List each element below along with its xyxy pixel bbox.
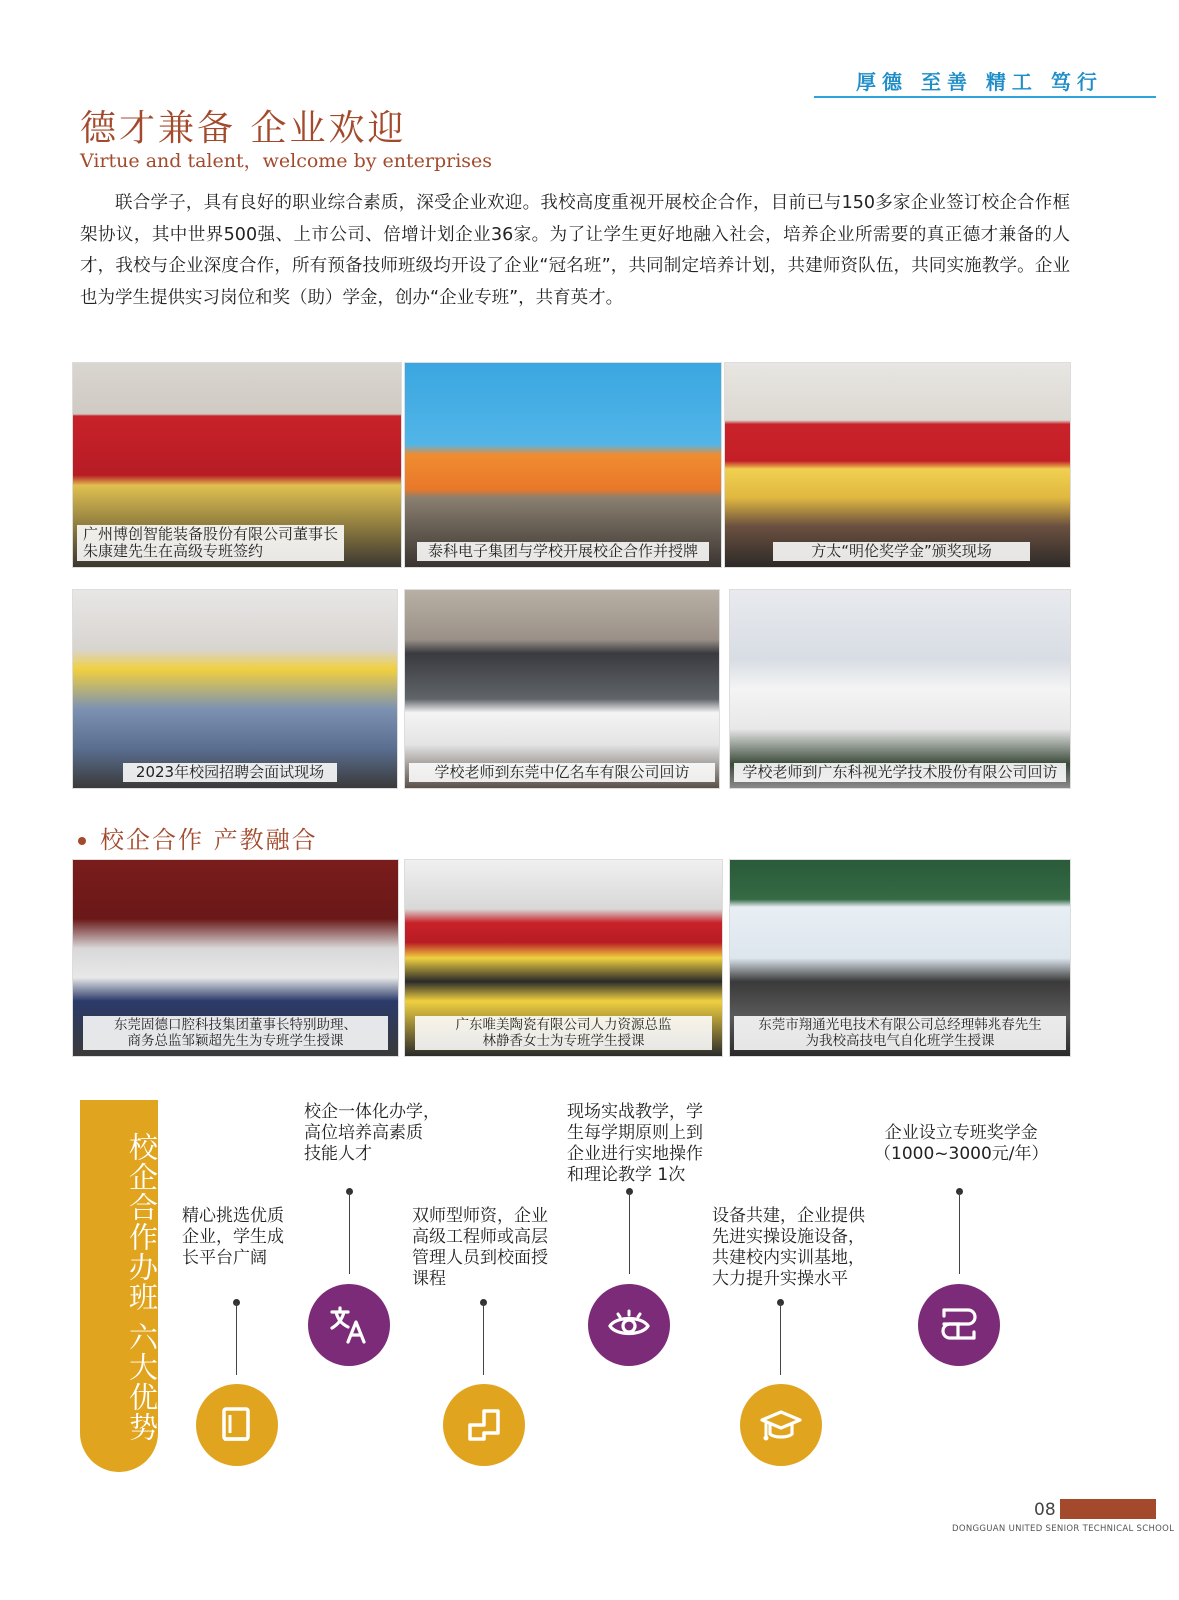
caption-line: 广州博创智能装备股份有限公司董事长 [83, 525, 339, 543]
text-line: 高位培养高素质 [304, 1123, 423, 1143]
connector-line [629, 1192, 630, 1274]
photo-lecture-ceramics [404, 859, 723, 1057]
advantage-5-text [712, 1206, 865, 1290]
page-number: 08 [1034, 1500, 1056, 1520]
advantage-6-badge [918, 1284, 1000, 1366]
caption-line: 东莞固德口腔科技集团董事长特别助理、 [114, 1017, 357, 1033]
text-line: 校企一体化办学， [304, 1102, 440, 1122]
photo-lecture-optoelectronics [729, 859, 1071, 1057]
page-number-bar [1060, 1499, 1156, 1519]
text-line: 长平台广阔 [182, 1248, 267, 1268]
text-line: 先进实操设施设备， [712, 1227, 865, 1247]
caption-line: 朱康建先生在高级专班签约 [83, 542, 264, 560]
advantage-2-text [304, 1102, 440, 1165]
caption-line: 广东唯美陶瓷有限公司人力资源总监 [455, 1017, 672, 1033]
photo-car-company [404, 589, 720, 789]
caption-line: 东莞市翔通光电技术有限公司总经理韩兆春先生 [758, 1017, 1042, 1033]
school-motto: 厚德 至善 精工 笃行 [856, 70, 1103, 94]
advantages-bar [80, 1100, 158, 1472]
translate-icon [326, 1302, 372, 1348]
connector-line [483, 1303, 484, 1375]
connector-line [236, 1303, 237, 1375]
puzzle-icon [462, 1403, 506, 1447]
school-name-en: DONGGUAN UNITED SENIOR TECHNICAL SCHOOL [952, 1524, 1175, 1534]
text-line: （1000~3000元/年） [874, 1144, 1049, 1164]
text-line: 技能人才 [304, 1144, 372, 1164]
text-line: 大力提升实操水平 [712, 1269, 848, 1289]
caption-line: 为我校高技电气自化班学生授课 [805, 1033, 995, 1049]
text-line: 设备共建，企业提供 [712, 1206, 865, 1226]
advantage-6-text [874, 1123, 1049, 1165]
advantage-4-text [567, 1102, 703, 1186]
text-line: 企业进行实地操作 [567, 1144, 703, 1164]
photo-optical-company [729, 589, 1071, 789]
caption-line: 泰科电子集团与学校开展校企合作并授牌 [427, 542, 698, 560]
advantage-2-badge [308, 1284, 390, 1366]
advantage-1-badge [196, 1384, 278, 1466]
page-subtitle-en: Virtue and talent，welcome by enterprises [80, 150, 493, 172]
advantage-1-text [182, 1206, 284, 1269]
eye-icon [606, 1302, 652, 1348]
advantage-4-badge [588, 1284, 670, 1366]
caption-line: 商务总监邹颖超先生为专班学生授课 [127, 1033, 344, 1049]
caption-line: 方太“明伦奖学金”颁奖现场 [811, 542, 992, 560]
text-line: 和理论教学 1次 [567, 1165, 686, 1185]
advantage-3-text [412, 1206, 548, 1290]
photo-lecture-dental [72, 859, 399, 1057]
text-line: 课程 [412, 1269, 446, 1289]
photo-scholarship [724, 362, 1071, 568]
text-line: 企业，学生成 [182, 1227, 284, 1247]
text-line: 双师型师资，企业 [412, 1206, 548, 1226]
advantage-5-badge [740, 1384, 822, 1466]
layers-icon [936, 1302, 982, 1348]
page-title: 德才兼备 企业欢迎 [80, 108, 407, 149]
photo-plaque [404, 362, 722, 568]
text-line: 生每学期原则上到 [567, 1123, 703, 1143]
text-line: 现场实战教学，学 [567, 1102, 703, 1122]
photo-job-fair [72, 589, 398, 789]
section-title [78, 820, 318, 855]
text-line: 高级工程师或高层 [412, 1227, 548, 1247]
graduation-cap-icon [758, 1402, 804, 1448]
caption-line: 林静香女士为专班学生授课 [482, 1033, 645, 1049]
caption-line: 学校老师到东莞中亿名车有限公司回访 [434, 763, 690, 781]
bullet-dot [78, 837, 86, 845]
section-title-text: 校企合作 产教融合 [100, 826, 318, 854]
text-line: 共建校内实训基地， [712, 1248, 865, 1268]
connector-line [349, 1192, 350, 1274]
text-line: 精心挑选优质 [182, 1206, 284, 1226]
motto-underline [814, 96, 1156, 98]
caption-line: 学校老师到广东科视光学技术股份有限公司回访 [742, 763, 1058, 781]
book-icon [215, 1403, 259, 1447]
caption-line: 2023年校园招聘会面试现场 [135, 763, 325, 781]
connector-line [780, 1303, 781, 1375]
photo-signing [72, 362, 402, 568]
advantage-3-badge [443, 1384, 525, 1466]
advantages-title: 校企合作办班 六大优势 [125, 1131, 159, 1443]
connector-line [959, 1192, 960, 1274]
text-line: 企业设立专班奖学金 [884, 1123, 1038, 1143]
text-line: 管理人员到校面授 [412, 1248, 548, 1268]
intro-paragraph: 联合学子，具有良好的职业综合素质，深受企业欢迎。我校高度重视开展校企合作，目前已与150多家企业签订校企合作框架协议，其中世界500强、上市公司、倍增计划企业36家。为了让学生更好地融入社会，培养企业所需要的真正德才兼备的人才，我校与企业深度合作，所有预备技师班级均开设了企业“冠名班”，共同制定培养计划，共建师资队伍，共同实施教学。企业也为学生提供实习岗位和奖（助）学金，创办“企业专班”，共育英才。 [80, 193, 1070, 308]
